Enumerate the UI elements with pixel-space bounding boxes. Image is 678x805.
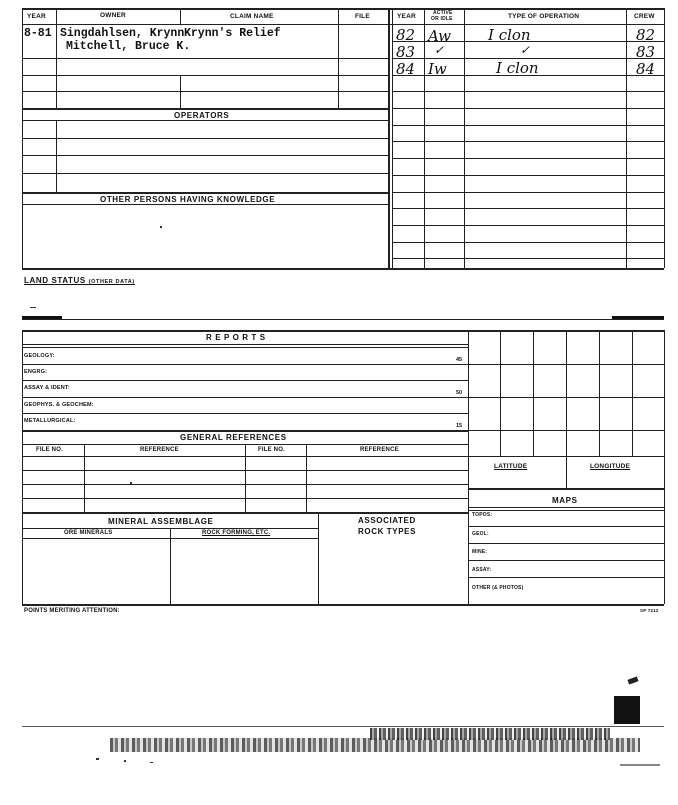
ops-crew: 84 [636,60,656,78]
maps-row-label: OTHER (& PHOTOS) [472,585,524,591]
ops-status: ✓ [434,43,445,57]
ref-file-no: FILE NO. [258,447,285,453]
rock-forming-label: ROCK FORMING, ETC. [202,530,271,536]
longitude-label: LONGITUDE [590,463,631,470]
report-row-label: GEOLOGY: [24,353,55,359]
owner-row-claim: Krynn's Relief [184,27,281,40]
report-row-num: 45 [456,357,463,363]
ops-status: Iw [428,60,447,78]
owner-row-year: 8-81 [24,27,52,40]
report-row-num: 15 [456,423,463,429]
ops-crew: 83 [636,43,656,61]
header-claim-name: CLAIM NAME [230,13,274,20]
maps-label: MAPS [552,496,578,505]
ops-crew: 82 [636,26,656,44]
associated-rock-types-label: ASSOCIATED [358,516,416,525]
form-code: SP 7212 [640,608,659,613]
operators-label: OPERATORS [174,111,230,120]
header-year: YEAR [27,13,46,20]
reports-label: R E P O R T S [206,333,266,342]
land-status-label: LAND STATUS (OTHER DATA) [24,276,135,285]
scan-artifact [627,676,638,684]
ref-reference: REFERENCE [360,447,399,453]
header-year-ops: YEAR [397,13,416,20]
header-active: ACTIVE [433,10,453,16]
latitude-label: LATITUDE [494,463,528,470]
maps-row-label: TOPOS: [472,512,493,518]
ops-type: ✓ [520,43,531,57]
maps-row-label: ASSAY: [472,567,492,573]
header-file: FILE [355,13,370,20]
associated-rock-types-label: ROCK TYPES [358,527,417,536]
points-meriting-label: POINTS MERITING ATTENTION: [24,608,120,614]
ore-minerals-label: ORE MINERALS [64,530,113,536]
scan-artifact [614,696,640,724]
ops-year: 82 [396,26,416,44]
scan-noise-band [110,738,640,752]
report-row-label: GEOPHYS. & GEOCHEM: [24,402,94,408]
report-row-label: METALLURGICAL: [24,418,76,424]
header-or-idle: OR IDLE [431,16,453,22]
ref-file-no: FILE NO. [36,447,63,453]
header-owner: OWNER [100,12,126,19]
ops-year: 83 [396,43,416,61]
mineral-assemblage-label: MINERAL ASSEMBLAGE [108,517,214,526]
maps-row-label: GEOL: [472,531,489,537]
header-type-of-operation: TYPE OF OPERATION [508,13,580,20]
report-row-label: ENGRG: [24,369,48,375]
other-persons-label: OTHER PERSONS HAVING KNOWLEDGE [100,195,276,204]
ops-status: Aw [428,27,451,45]
header-crew: CREW [634,13,655,20]
general-references-label: GENERAL REFERENCES [180,433,287,442]
ops-type: I clon [496,59,539,77]
ops-type: I clon [488,26,531,44]
report-row-num: 50 [456,390,463,396]
ref-reference: REFERENCE [140,447,179,453]
maps-row-label: MINE: [472,549,488,555]
owner-row-name: Singdahlsen, Krynn [60,27,185,40]
ops-year: 84 [396,60,416,78]
scan-artifact [22,726,664,727]
scan-noise-band [370,728,610,740]
owner-row-name: Mitchell, Bruce K. [66,40,191,53]
report-row-label: ASSAY & IDENT: [24,385,70,391]
